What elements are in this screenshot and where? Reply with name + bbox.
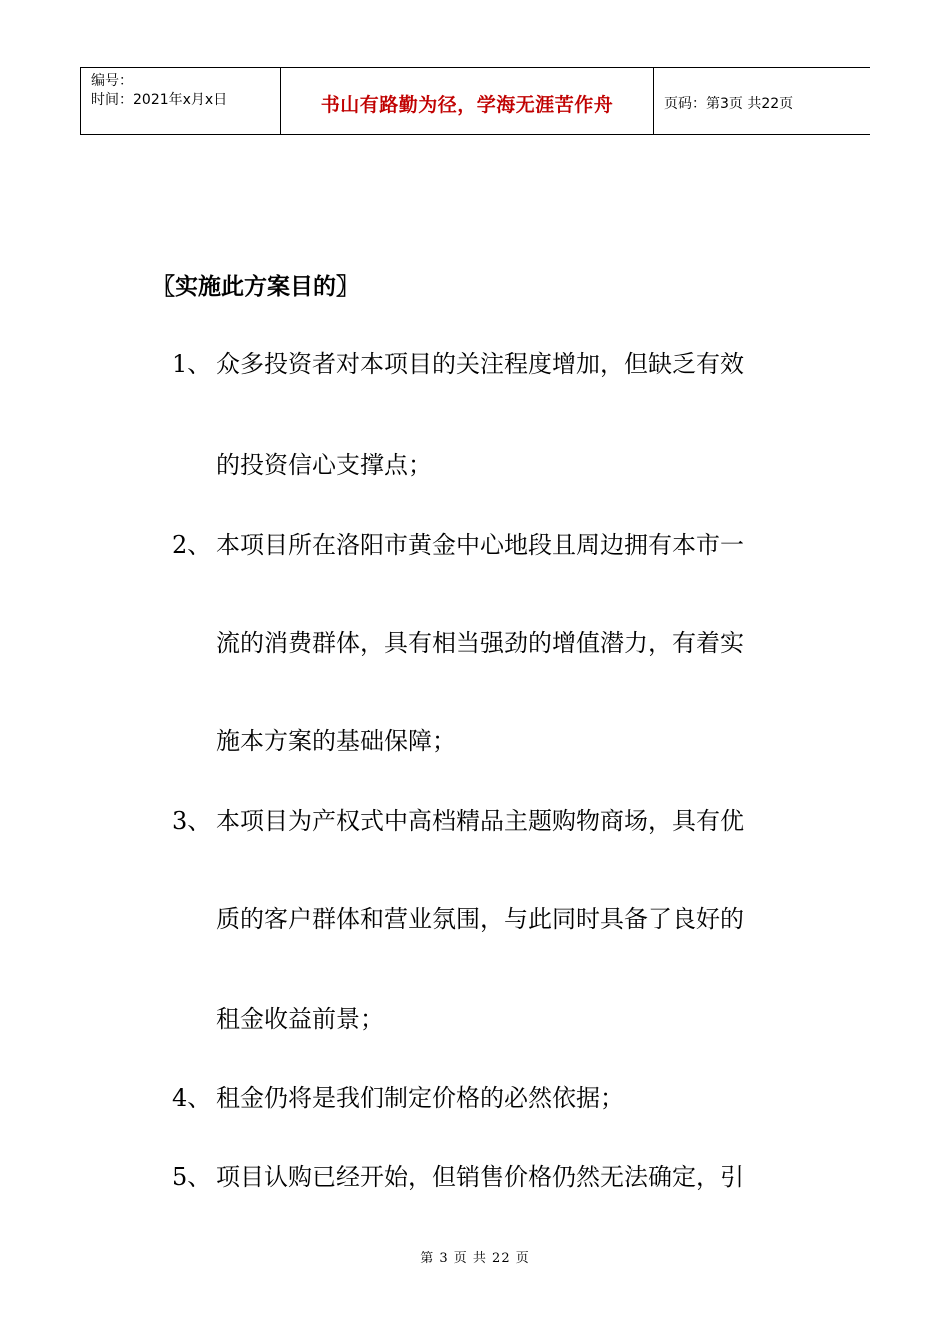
list-item-3-line-1 [172,806,744,836]
list-item-2-line-3: 施本方案的基础保障； [216,727,456,755]
list-item-number: 2、 [172,531,212,559]
list-item-2-line-2: 流的消费群体，具有相当强劲的增值潜力，有着实 [216,629,744,657]
page-code: 页码：第3页 共22页 [664,95,794,112]
page-header [80,67,870,135]
list-item-text: 众多投资者对本项目的关注程度增加，但缺乏有效 [216,350,744,378]
list-item-number: 1、 [172,350,212,378]
list-item-number: 3、 [172,807,212,835]
header-page-cell [654,68,870,134]
list-item-text: 租金仍将是我们制定价格的必然依据； [216,1084,624,1112]
motto-text: 书山有路勤为径，学海无涯苦作舟 [320,93,614,116]
list-item-5-line-1 [172,1162,744,1192]
list-item-text: 本项目所在洛阳市黄金中心地段且周边拥有本市一 [216,531,744,559]
header-meta-cell [80,68,281,134]
page-footer: 第 3 页 共 22 页 [420,1251,530,1266]
list-item-3-line-3: 租金收益前景； [216,1005,384,1033]
section-heading: 〖实施此方案目的〗 [152,274,359,300]
list-item-number: 4、 [172,1084,212,1112]
list-item-1-line-2: 的投资信心支撑点； [216,451,432,479]
list-item-2-line-1 [172,530,744,560]
list-item-text: 项目认购已经开始，但销售价格仍然无法确定，引 [216,1163,744,1191]
time-label: 时间：2021年x月x日 [91,92,228,108]
list-item-3-line-2: 质的客户群体和营业氛围，与此同时具备了良好的 [216,905,744,933]
list-item-1-line-1 [172,349,744,379]
list-item-4-line-1 [172,1083,624,1113]
list-item-number: 5、 [172,1163,212,1191]
serial-label: 编号： [91,73,133,89]
header-motto-cell [281,68,654,134]
list-item-text: 本项目为产权式中高档精品主题购物商场，具有优 [216,807,744,835]
